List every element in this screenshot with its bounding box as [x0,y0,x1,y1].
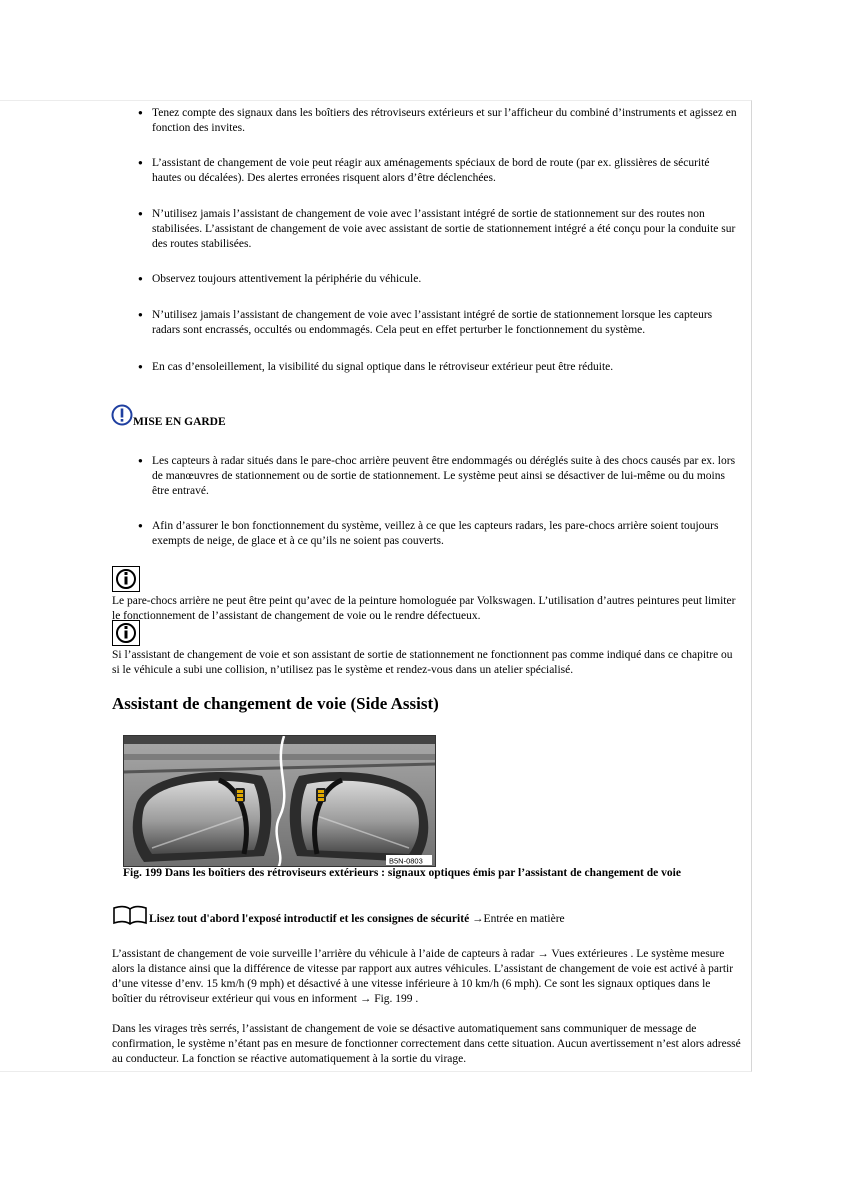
list-item: ● Observez toujours attentivement la périphérie du véhicule. [138,271,738,287]
figure-mirror-signals [123,735,436,867]
list-item: ● N’utilisez jamais l’assistant de changement de voie avec l’assistant intégré de sortie de stationnement sur des routes non stabilisées. L’assistant de changement de voie avec assistant de sortie de stationnement intégré a été conçu pour la conduite sur des routes stabilisées. [138,206,738,252]
figure-caption: Fig. 199 Dans les boîtiers des rétroviseurs extérieurs : signaux optiques émis par l’assistant de changement de voie [123,867,681,879]
info-icon [112,620,140,646]
read-first-text: Lisez tout d'abord l'exposé introductif et les consignes de sécurité [149,913,470,925]
warning-title: MISE EN GARDE [133,416,226,428]
body-paragraph: L’assistant de changement de voie surveille l’arrière du véhicule à l’aide de capteurs à radar → Vues extérieures . Le système mesure alors la distance ainsi que la différence de vitesse par rapport aux autres véhicules. L’assistant de changement de voie est activé à partir d’une vitesse d’env. 15 km/h (9 mph) et désactivé à une vitesse inférieure à 10 km/h (6 mph). Ce sont les signaux optiques dans le boîtier du rétroviseur extérieur qui vous en informent → Fig. 199 . [112,948,734,1005]
list-item: ● L’assistant de changement de voie peut réagir aux aménagements spéciaux de bord de route (par ex. glissières de sécurité hautes ou décalées). Des alertes erronées risquent alors d’être déclenchées. [138,155,738,186]
section-title: Assistant de changement de voie (Side Assist) [112,694,439,713]
intro-link[interactable]: →Entrée en matière [472,913,565,925]
list-item: ● N’utilisez jamais l’assistant de changement de voie avec l’assistant intégré de sortie de stationnement lorsque les capteurs radars sont encrassés, occultés ou endommagés. Cela peut en effet perturber le fonctionnement du système. [138,307,738,338]
list-item: ● Les capteurs à radar situés dans le pare-choc arrière peuvent être endommagés ou déréglés suite à des chocs causés par ex. lors de manœuvres de stationnement ou de sortie de stationnement. Le système peut ainsi se désactiver de lui-même ou du moins être entravé. [138,453,738,499]
list-item: ● Tenez compte des signaux dans les boîtiers des rétroviseurs extérieurs et sur l’afficheur du combiné d’instruments et agissez en fonction des invites. [138,105,738,136]
info-icon [112,566,140,592]
figure-code: B5N-0803 [389,856,423,866]
note-paragraph: Le pare-chocs arrière ne peut être peint qu’avec de la peinture homologuée par Volkswagen. L’utilisation d’autres peintures peut limiter le fonctionnement de l’assistant de changement de voie ou le rendre défectueux. [112,595,736,622]
book-icon [112,905,148,925]
note-paragraph: Si l’assistant de changement de voie et son assistant de sortie de stationnement ne fonctionnent pas comme indiqué dans ce chapitre ou si le véhicule a subi une collision, n’utilisez pas le système et rendez-vous dans un atelier spécialisé. [112,649,733,676]
warning-icon [111,404,133,426]
body-paragraph: Dans les virages très serrés, l’assistant de changement de voie se désactive automatiquement sans communiquer de message de confirmation, le système n’étant pas en mesure de fonctionner correctement dans cette situation. Aucun avertissement n’est alors adressé au conducteur. La fonction se réactive automatiquement à la sortie du virage. [112,1023,741,1065]
list-item: ● Afin d’assurer le bon fonctionnement du système, veillez à ce que les capteurs radars, les pare-chocs arrière soient toujours exempts de neige, de glace et à ce qu’ils ne soient pas couverts. [138,518,738,549]
list-item: ● En cas d’ensoleillement, la visibilité du signal optique dans le rétroviseur extérieur peut être réduite. [138,359,738,375]
